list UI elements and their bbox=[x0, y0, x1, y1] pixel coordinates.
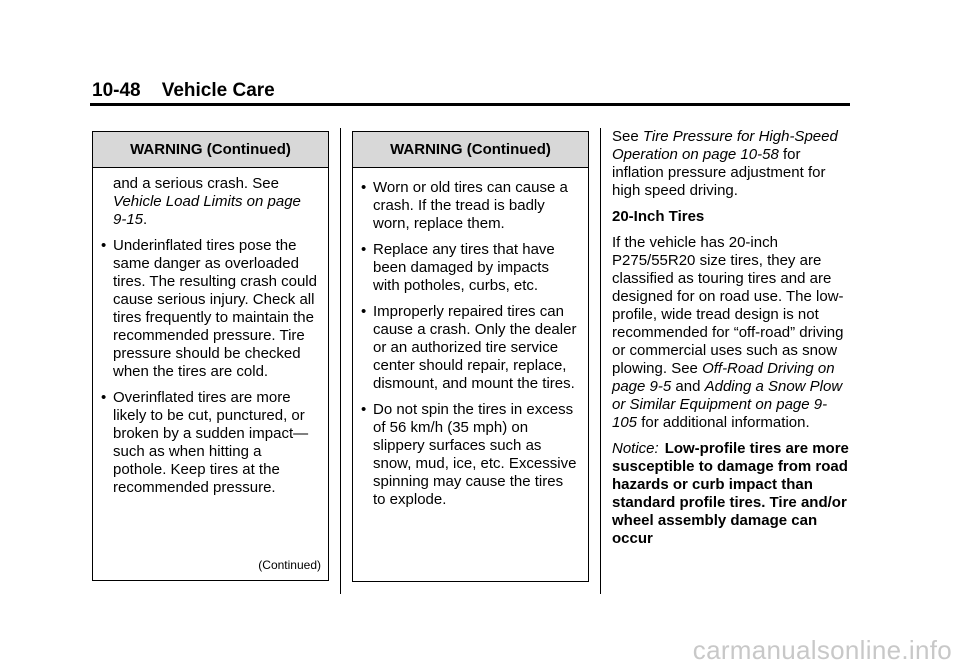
bullet-icon: • bbox=[101, 237, 107, 254]
subheading-20-inch-tires: 20-Inch Tires bbox=[612, 208, 705, 225]
column-divider-1 bbox=[340, 128, 341, 594]
intro-text: and a serious crash. See bbox=[113, 175, 279, 192]
column-divider-2 bbox=[600, 128, 601, 594]
list-item bbox=[360, 401, 578, 509]
notice-text: Low-profile tires are more susceptible to damage from road hazards or curb impact than standard profile tires. Tire and/or wheel assembly damage can occur bbox=[612, 440, 849, 547]
warning-box-1 bbox=[92, 131, 329, 581]
tire-pressure-reference[interactable]: Tire Pressure for High-Speed Operation on page 10-58 bbox=[612, 128, 838, 163]
continued-label: (Continued) bbox=[258, 558, 321, 572]
section-title: Vehicle Care bbox=[161, 80, 275, 101]
warning-header: WARNING (Continued) bbox=[93, 132, 328, 168]
bullet-icon: • bbox=[361, 179, 367, 196]
see-text: See bbox=[612, 128, 643, 145]
warning-header: WARNING (Continued) bbox=[353, 132, 588, 168]
right-column bbox=[612, 128, 852, 556]
and-text: and bbox=[671, 378, 705, 395]
list-item-text: Underinflated tires pose the same danger as overloaded tires. The resulting crash could cause serious injury. Check all tires frequently to maintain the recommended pressure. Tire pressure should be checked when the tires are cold. bbox=[113, 237, 317, 380]
list-item-text: Overinflated tires are more likely to be cut, punctured, or broken by a sudden impact— such as when hitting a pothole. Keep tires at the recommended pressure. bbox=[113, 389, 309, 496]
paragraph-text: for inflation pressure adjustment for high speed driving. bbox=[612, 146, 826, 199]
bullet-icon: • bbox=[101, 389, 107, 406]
list-item-text: Replace any tires that have been damaged by impacts with potholes, curbs, etc. bbox=[373, 241, 555, 294]
warning-body bbox=[93, 168, 328, 497]
notice-label: Notice: bbox=[612, 440, 659, 457]
load-limits-reference[interactable]: Vehicle Load Limits on page 9-15 bbox=[113, 193, 301, 228]
list-item bbox=[360, 179, 578, 233]
list-item bbox=[100, 389, 318, 497]
warning-body bbox=[353, 168, 588, 509]
snow-plow-reference[interactable]: Adding a Snow Plow or Similar Equipment on page 9-105 bbox=[612, 378, 843, 431]
tire-classification-paragraph bbox=[612, 234, 852, 432]
header-rule bbox=[90, 103, 850, 106]
page-header-title bbox=[92, 80, 275, 102]
paragraph-text: If the vehicle has 20-inch P275/55R20 size tires, they are classified as touring tires and are designed for on road use. The low-profile, wide tread design is not recommended for “off-road” driving or commercial uses such as snow plowing. See bbox=[612, 234, 844, 377]
list-item bbox=[100, 237, 318, 381]
list-item-text: Do not spin the tires in excess of 56 km/h (35 mph) on slippery surfaces such as snow, mud, ice, etc. Excessive spinning may cause the tires to explode. bbox=[373, 401, 577, 508]
warning-intro bbox=[113, 175, 318, 229]
intro-end: . bbox=[143, 211, 148, 228]
bullet-icon: • bbox=[361, 401, 367, 418]
notice-paragraph bbox=[612, 440, 852, 548]
bullet-icon: • bbox=[361, 241, 367, 258]
paragraph-end: for additional information. bbox=[637, 414, 810, 431]
high-speed-paragraph bbox=[612, 128, 852, 200]
page-number: 10-48 bbox=[92, 80, 141, 101]
bullet-icon: • bbox=[361, 303, 367, 320]
off-road-reference[interactable]: Off-Road Driving on page 9-5 bbox=[612, 360, 835, 395]
warning-box-2 bbox=[352, 131, 589, 582]
watermark: carmanualsonline.info bbox=[692, 635, 952, 665]
list-item-text: Improperly repaired tires can cause a crash. Only the dealer or an authorized tire service center should repair, replace, dismount, and mount the tires. bbox=[373, 303, 577, 392]
list-item-text: Worn or old tires can cause a crash. If the tread is badly worn, replace them. bbox=[373, 179, 568, 232]
list-item bbox=[360, 241, 578, 295]
list-item bbox=[360, 303, 578, 393]
